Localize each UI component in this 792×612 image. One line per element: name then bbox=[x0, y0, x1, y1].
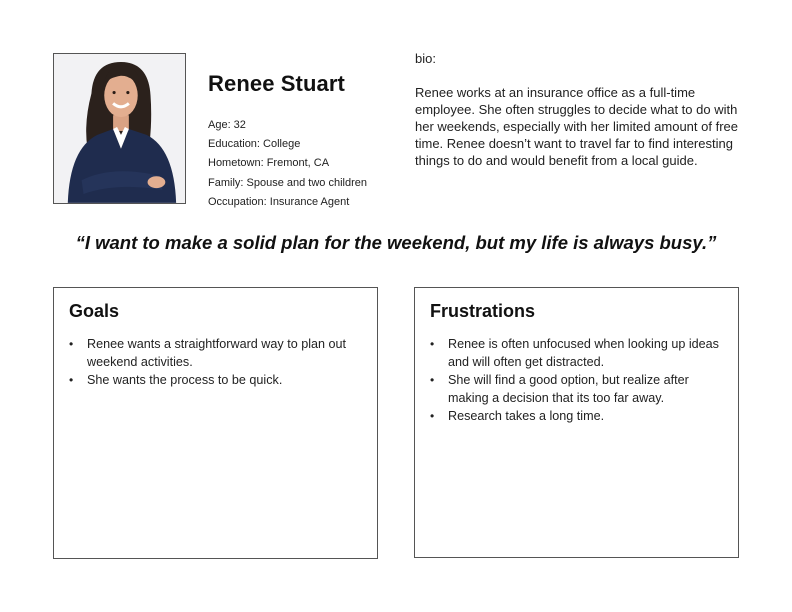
persona-photo bbox=[53, 53, 186, 204]
list-item bbox=[430, 335, 722, 371]
frustrations-title: Frustrations bbox=[430, 301, 536, 321]
frustration-text: She will find a good option, but realize after making a decision that its too far away. bbox=[448, 373, 689, 405]
goal-text: She wants the process to be quick. bbox=[87, 373, 283, 387]
detail-family: Family: Spouse and two children bbox=[208, 176, 367, 189]
goals-title: Goals bbox=[69, 301, 120, 321]
list-item bbox=[69, 335, 361, 371]
list-item bbox=[430, 371, 722, 407]
persona-quote: “I want to make a solid plan for the weekend, but my life is always busy.” bbox=[75, 232, 717, 253]
list-item bbox=[69, 371, 361, 389]
bullet-icon: • bbox=[69, 373, 74, 387]
bio-text: Renee works at an insurance office as a full-time employee. She often struggles to decide what to do with her weekends, especially with her limited amount of free time. Renee doesn’t want to travel far to find interesting things to do and would benefit from a local guide. bbox=[415, 85, 738, 168]
persona-photo-illustration bbox=[54, 54, 185, 203]
bullet-icon: • bbox=[69, 337, 74, 351]
goals-list bbox=[69, 335, 361, 389]
detail-education: Education: College bbox=[208, 138, 301, 151]
persona-details bbox=[208, 116, 367, 212]
goals-card bbox=[53, 287, 378, 559]
persona-name: Renee Stuart bbox=[208, 71, 345, 96]
goal-text: Renee wants a straightforward way to plan out weekend activities. bbox=[87, 337, 347, 369]
list-item bbox=[430, 407, 722, 425]
bullet-icon: • bbox=[430, 409, 435, 423]
frustrations-list bbox=[430, 335, 722, 425]
frustration-text: Renee is often unfocused when looking up ideas and will often get distracted. bbox=[448, 337, 719, 369]
detail-hometown: Hometown: Fremont, CA bbox=[208, 157, 330, 170]
frustration-text: Research takes a long time. bbox=[448, 409, 605, 423]
detail-age: Age: 32 bbox=[208, 119, 246, 131]
bio-label: bio: bbox=[415, 51, 436, 66]
detail-occupation: Occupation: Insurance Agent bbox=[208, 195, 350, 208]
frustrations-card bbox=[414, 287, 739, 558]
bullet-icon: • bbox=[430, 373, 435, 387]
bullet-icon: • bbox=[430, 337, 435, 351]
